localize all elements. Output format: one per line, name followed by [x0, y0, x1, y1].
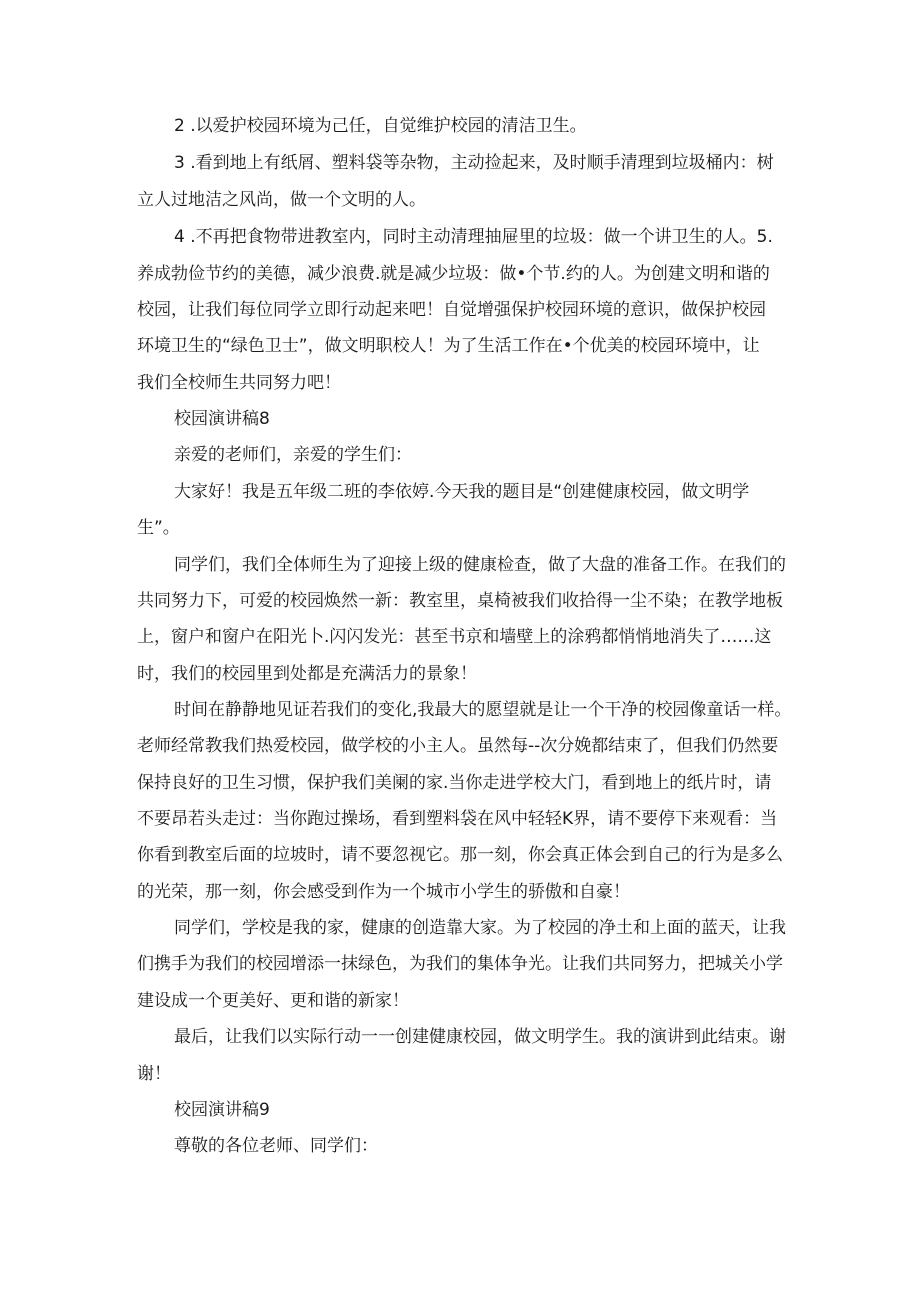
- text-line: 老师经常教我们热爱校园，做学校的小主人。虽然每--次分娩都结束了，但我们仍然要: [137, 736, 779, 756]
- text-line: 立人过地洁之风尚，做一个文明的人。: [137, 190, 426, 210]
- text-line: 环境卫生的“绿色卫士”，做文明职校人！为了生活工作在•个优美的校园环境中，让: [137, 336, 760, 356]
- section-heading: 校园演讲稿9: [174, 1100, 270, 1120]
- text-line: 最后，让我们以实际行动一一创建健康校园，做文明学生。我的演讲到此结束。谢: [174, 1027, 786, 1047]
- text-line: 养成勃俭节约的美德，减少浪费.就是减少垃圾：做•个节.约的人。为创建文明和谐的: [137, 264, 770, 284]
- text-line: 3 .看到地上有纸屑、塑料袋等杂物，主动捡起来，及时顺手清理到垃圾桶内：树: [174, 153, 774, 173]
- text-line: 亲爱的老师们，亲爱的学生们：: [174, 445, 412, 465]
- text-line: 同学们，我们全体师生为了迎接上级的健康检查，做了大盘的准备工作。在我们的: [174, 555, 786, 575]
- text-line: 时间在静静地见证若我们的变化,我最大的愿望就是让一个干净的校园像童话一样。: [174, 700, 792, 720]
- text-line: 的光荣，那一刻，你会感受到作为一个城市小学生的骄傲和自豪！: [137, 882, 630, 902]
- text-line: 保持良好的卫生习惯，保护我们美阑的家.当你走进学校大门，看到地上的纸片时，请: [137, 773, 772, 793]
- text-line: 们携手为我们的校园增添一抹绿色，为我们的集体争光。让我们共同努力，把城关小学: [137, 954, 783, 974]
- section-heading: 校园演讲稿8: [174, 409, 270, 429]
- text-line: 生”。: [137, 518, 180, 538]
- text-line: 共同努力下，可爱的校园焕然一新：教室里，桌椅被我们收拾得一尘不染；在教学地板: [137, 591, 783, 611]
- text-line: 我们全校师生共同努力吧！: [137, 373, 341, 393]
- text-line: 上，窗户和窗户在阳光卜.闪闪发光：甚至书京和墙壁上的涂鸦都悄悄地消失了……这: [137, 627, 772, 647]
- text-line: 建设成一个更美好、更和谐的新家！: [137, 991, 409, 1011]
- text-line: 4 .不再把食物带进教室内，同时主动清理抽屉里的垃圾：做一个讲卫生的人。5.: [174, 227, 773, 247]
- text-line: 尊敬的各位老师、同学们：: [174, 1136, 378, 1156]
- text-line: 2 .以爱护校园环境为己任，自觉维护校园的清洁卫生。: [174, 116, 587, 136]
- text-line: 时，我们的校园里到处都是充满活力的景象！: [137, 664, 477, 684]
- text-line: 大家好！我是五年级二班的李依婷.今天我的题目是“创建健康校园，做文明学: [174, 482, 750, 502]
- text-line: 不要昂若头走过：当你跑过操场，看到塑料袋在风中轻轻K界，请不要停下来观看：当: [137, 809, 778, 829]
- text-line: 同学们，学校是我的家，健康的创造靠大家。为了校园的净土和上面的蓝天，让我: [174, 918, 786, 938]
- text-line: 谢！: [137, 1064, 171, 1084]
- text-line: 你看到教室后面的垃坡时，请不要忽视它。那一刻，你会真正体会到自己的行为是多么: [137, 845, 783, 865]
- text-line: 校园，让我们每位同学立即行动起来吧！自觉增强保护校园环境的意识，做保护校园: [137, 300, 766, 320]
